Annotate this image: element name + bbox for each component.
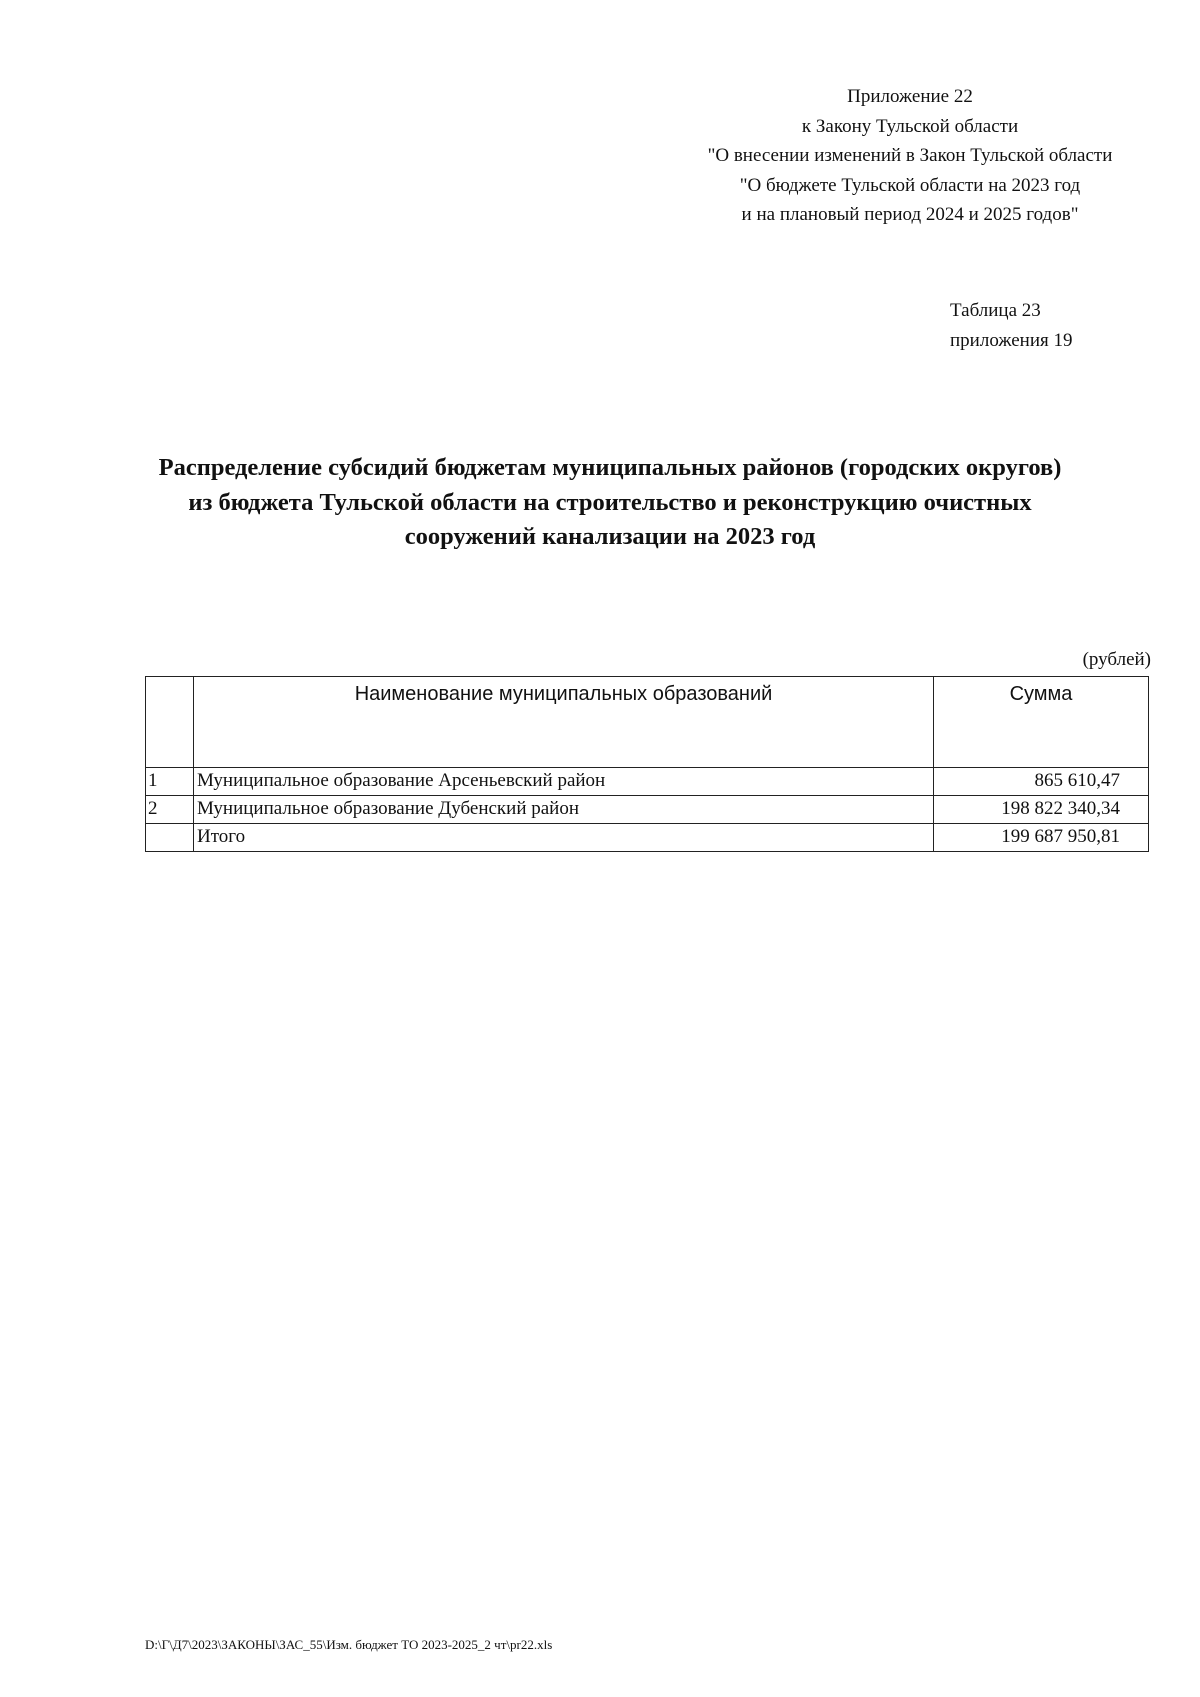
header-number: [146, 677, 194, 768]
appendix-line: Приложение 22: [847, 86, 973, 107]
table-reference: [950, 296, 1072, 356]
title-line: сооружений канализации на 2023 год: [404, 523, 816, 550]
table-header-row: [146, 677, 1149, 768]
row-name: Муниципальное образование Арсеньевский район: [194, 768, 934, 796]
title-line: из бюджета Тульской области на строительство и реконструкцию очистных: [188, 488, 1032, 516]
subsidy-table-wrapper: [145, 676, 1148, 852]
appendix-line: к Закону Тульской области: [801, 115, 1019, 137]
row-amount: 865 610,47: [934, 768, 1149, 796]
header-amount: Сумма: [934, 677, 1149, 768]
title-line: Распределение субсидий бюджетам муниципальных районов (городских округов): [158, 454, 1062, 481]
row-number: 2: [146, 796, 194, 824]
table-reference-line: приложения 19: [950, 330, 1073, 351]
row-amount: 199 687 950,81: [934, 824, 1149, 852]
file-path-footer: D:\Г\Д7\2023\ЗАКОНЫ\ЗАС_55\Изм. бюджет ТО 2023-2025_2 чт\pr22.xls: [145, 1637, 553, 1652]
appendix-line: "О внесении изменений в Закон Тульской области: [707, 145, 1113, 166]
row-name: Муниципальное образование Дубенский район: [194, 796, 934, 824]
table-total-row: [146, 824, 1149, 852]
table-reference-line: Таблица 23: [950, 300, 1041, 321]
row-amount: 198 822 340,34: [934, 796, 1149, 824]
subsidy-table: [145, 676, 1149, 852]
row-number: [146, 824, 194, 852]
row-name: Итого: [194, 824, 934, 852]
units-label: (рублей): [1082, 649, 1151, 670]
appendix-line: "О бюджете Тульской области на 2023 год: [739, 174, 1081, 196]
document-title: [120, 451, 1100, 555]
appendix-line: и на плановый период 2024 и 2025 годов": [741, 204, 1079, 225]
row-number: 1: [146, 768, 194, 796]
table-row: [146, 768, 1149, 796]
table-row: [146, 796, 1149, 824]
appendix-block: [660, 82, 1160, 230]
header-name: Наименование муниципальных образований: [194, 677, 934, 768]
